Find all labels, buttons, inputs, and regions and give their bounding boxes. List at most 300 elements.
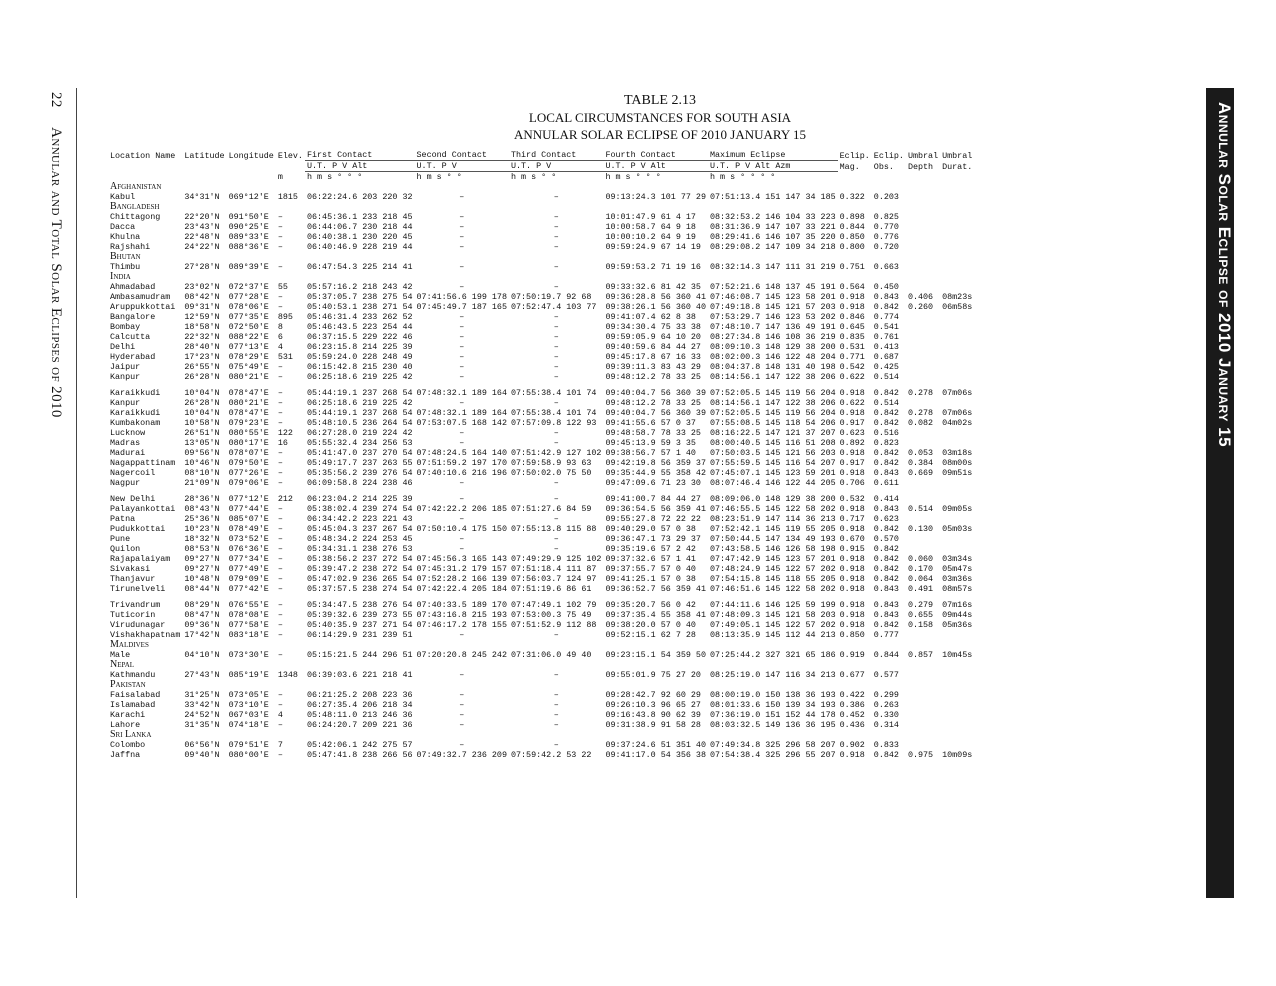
table-cell: – (553, 438, 559, 448)
table-cell: 0.532 (839, 494, 865, 504)
table-cell: 09:47:09.6 71 23 30 (605, 478, 701, 488)
table-row (108, 494, 974, 504)
table-cell: 22°48'N (184, 232, 220, 242)
table-cell (940, 352, 974, 362)
country-heading-row (108, 640, 974, 650)
table-row (108, 630, 974, 640)
table-cell (940, 670, 974, 680)
table-cell (906, 740, 940, 750)
table-row (108, 398, 974, 408)
table-cell: – (277, 362, 283, 372)
table-cell: 090°25'E (228, 222, 269, 232)
table-cell: 09:37:24.6 51 351 40 (605, 740, 706, 750)
table-cell: 0.842 (873, 524, 899, 534)
table-cell: 0.053 (907, 448, 934, 458)
table-row (108, 342, 974, 352)
table-cell: 08:16:22.5 147 121 37 207 (709, 428, 836, 438)
table-cell: 09:38:56.7 57 1 40 (605, 448, 696, 458)
table-cell: 06:40:38.1 230 220 45 (306, 232, 413, 242)
table-cell: 07:48:09.3 145 121 58 203 (709, 610, 836, 620)
table-cell: – (277, 448, 283, 458)
table-cell: Delhi (110, 342, 136, 352)
column-subheader: Obs. (873, 161, 894, 172)
country-heading: Pakistan (110, 679, 146, 690)
table-cell: – (459, 514, 465, 524)
table-cell: 05:39:47.2 238 272 54 (306, 564, 413, 574)
table-cell: 0.842 (873, 408, 899, 418)
column-units: h m s ° ° ° ° (709, 172, 776, 182)
table-cell: 06:47:54.3 225 214 41 (306, 262, 413, 272)
table-row (108, 554, 974, 564)
table-cell: 05:38:56.2 237 272 54 (306, 554, 413, 564)
table-cell (906, 690, 940, 700)
table-cell: 08°10'N (184, 468, 220, 478)
table-cell: – (459, 700, 465, 710)
table-cell: 09:36:54.5 56 359 41 (605, 504, 706, 514)
table-cell: – (277, 534, 283, 544)
table-cell: – (459, 222, 465, 232)
table-cell: Calcutta (110, 332, 151, 342)
table-cell: 08:09:06.0 148 129 38 200 (709, 494, 836, 504)
table-cell: 10m09s (942, 750, 973, 760)
table-cell: 0.717 (839, 514, 865, 524)
table-cell: 077°58'E (228, 620, 269, 630)
table-cell: 0.843 (873, 292, 899, 302)
table-cell: 075°49'E (228, 362, 269, 372)
table-cell: Faisalabad (110, 690, 161, 700)
table-cell: 05m47s (942, 564, 973, 574)
table-cell (940, 282, 974, 292)
table-cell: – (277, 750, 283, 760)
table-cell: 09m05s (942, 504, 973, 514)
table-row (108, 478, 974, 488)
table-cell (906, 710, 940, 720)
table-cell: – (553, 514, 559, 524)
table-cell: 077°34'E (228, 554, 269, 564)
table-row (108, 720, 974, 730)
table-cell: 10:01:47.9 61 4 17 (605, 212, 696, 222)
table-cell: 07:55:59.5 145 116 54 207 (709, 458, 836, 468)
table-cell: 05:40:53.1 238 271 54 (306, 302, 413, 312)
table-cell: 077°49'E (228, 564, 269, 574)
table-cell: 07:51:42.9 127 102 (510, 448, 602, 458)
table-cell: 0.774 (873, 312, 899, 322)
country-heading: India (110, 271, 131, 282)
table-cell: 09:55:01.9 75 27 20 (605, 670, 701, 680)
table-cell (906, 312, 940, 322)
table-cell: 0.918 (839, 610, 865, 620)
table-cell: 07:51:19.6 86 61 (510, 584, 592, 594)
table-cell: 09:36:28.8 56 360 41 (605, 292, 706, 302)
table-cell: 07:53:00.3 75 49 (510, 610, 592, 620)
table-cell: 09:41:55.6 57 0 37 (605, 418, 696, 428)
country-heading: Afghanistan (110, 181, 162, 192)
table-cell: 0.918 (839, 504, 865, 514)
table-row (108, 438, 974, 448)
table-cell: Colombo (110, 740, 146, 750)
table-cell: 09:41:00.7 84 44 27 (605, 494, 701, 504)
table-row (108, 514, 974, 524)
table-cell: Tuticorin (110, 610, 156, 620)
table-cell: 07:48:32.1 189 164 (416, 388, 507, 398)
table-cell: 07:42:22.2 206 185 (416, 504, 507, 514)
table-cell: – (459, 710, 465, 720)
table-cell: 076°36'E (228, 544, 269, 554)
country-heading-row (108, 730, 974, 740)
table-cell: 0.918 (839, 584, 865, 594)
table-cell: 05:34:31.1 238 276 53 (306, 544, 413, 554)
table-cell: – (459, 262, 465, 272)
table-cell (906, 212, 940, 222)
table-row (108, 418, 974, 428)
table-cell: 08:32:14.3 147 111 31 219 (709, 262, 836, 272)
table-cell: – (277, 372, 283, 382)
table-row (108, 670, 974, 680)
table-cell: – (553, 720, 559, 730)
table-cell: 079°50'E (228, 458, 269, 468)
country-heading-row (108, 660, 974, 670)
column-units: h m s ° ° ° (605, 172, 661, 182)
country-heading: Bhutan (110, 251, 141, 262)
table-cell: – (553, 740, 559, 750)
table-cell: Ambasamudram (110, 292, 171, 302)
table-cell: – (277, 302, 283, 312)
table-cell (940, 322, 974, 332)
table-cell: 0.531 (839, 342, 865, 352)
table-cell (906, 630, 940, 640)
table-cell: 08:03:32.5 149 136 36 195 (709, 720, 836, 730)
table-cell: 10:00:58.7 64 9 18 (605, 222, 696, 232)
table-cell: 0.422 (839, 690, 865, 700)
table-cell: 0.843 (873, 468, 899, 478)
table-cell: 05:47:41.8 238 266 56 (306, 750, 413, 760)
table-cell: – (459, 534, 465, 544)
country-heading-row (108, 680, 974, 690)
table-cell: Karaikkudi (110, 388, 161, 398)
table-row (108, 710, 974, 720)
table-cell: 077°44'E (228, 504, 269, 514)
table-cell: 0.918 (839, 302, 865, 312)
column-header: Eclip. (873, 150, 904, 161)
country-heading-row (108, 202, 974, 212)
table-cell: 05m03s (942, 524, 973, 534)
table-cell: 07:47:49.1 102 79 (510, 600, 597, 610)
table-cell: Kumbakonam (110, 418, 161, 428)
table-cell (940, 232, 974, 242)
table-cell: 07:52:47.4 103 77 (510, 302, 597, 312)
table-cell: Virudunagar (110, 620, 166, 630)
table-cell: – (277, 232, 283, 242)
table-cell: 0.491 (907, 584, 934, 594)
table-row (108, 388, 974, 398)
table-cell: – (277, 478, 283, 488)
table-cell (906, 322, 940, 332)
table-cell: 0.514 (873, 398, 899, 408)
table-cell: 085°19'E (228, 670, 269, 680)
table-row (108, 468, 974, 478)
table-cell: 08m57s (942, 584, 973, 594)
table-row (108, 232, 974, 242)
table-cell: – (553, 262, 559, 272)
table-cell: 0.687 (873, 352, 899, 362)
table-cell: 0.825 (873, 212, 899, 222)
column-units: h m s ° ° ° (306, 172, 363, 182)
column-header: Elev. (277, 150, 303, 161)
table-cell: 0.436 (839, 720, 865, 730)
table-cell: 09:23:15.1 54 359 50 (605, 650, 706, 660)
table-cell: 07:54:38.4 325 296 55 207 (709, 750, 836, 760)
table-cell: 09:28:42.7 92 60 29 (605, 690, 701, 700)
table-cell (906, 262, 940, 272)
table-cell: 0.842 (873, 554, 899, 564)
table-cell: 09:37:32.6 57 1 41 (605, 554, 696, 564)
table-cell (940, 342, 974, 352)
table-cell: 09°31'N (184, 302, 220, 312)
table-cell: 07:55:08.5 145 118 54 206 (709, 418, 836, 428)
table-cell: Ahmadabad (110, 282, 156, 292)
column-subheader (227, 161, 276, 172)
table-cell: 0.761 (873, 332, 899, 342)
table-cell: 08°42'N (184, 292, 220, 302)
column-subheader: U.T. P V (415, 161, 509, 172)
table-cell: – (553, 222, 559, 232)
table-cell: Karaikkudi (110, 408, 161, 418)
table-cell: 077°35'E (228, 312, 269, 322)
table-row (108, 352, 974, 362)
table-cell: – (459, 232, 465, 242)
table-cell (906, 192, 940, 202)
country-heading: Bangladesh (110, 201, 160, 212)
table-cell: 27°43'N (184, 670, 220, 680)
table-cell: 07:45:49.7 187 165 (416, 302, 507, 312)
table-cell: 0.918 (839, 600, 865, 610)
table-cell: 0.564 (839, 282, 865, 292)
table-cell: 07:49:29.9 125 102 (510, 554, 602, 564)
table-cell: 0.751 (839, 262, 865, 272)
country-heading: Sri Lanka (110, 729, 152, 740)
table-cell: 0.918 (839, 620, 865, 630)
table-cell (940, 428, 974, 438)
table-cell: 078°47'E (228, 408, 269, 418)
table-cell: 06:34:42.2 223 221 43 (306, 514, 413, 524)
table-cell: 05:55:32.4 234 256 53 (306, 438, 413, 448)
table-cell: 212 (277, 494, 293, 504)
table-cell: 05:48:10.5 236 264 54 (306, 418, 413, 428)
table-cell: 08°29'N (184, 600, 220, 610)
table-cell (940, 192, 974, 202)
table-cell: – (277, 584, 283, 594)
table-cell: 08°53'N (184, 544, 220, 554)
table-cell (940, 494, 974, 504)
table-cell: 23°02'N (184, 282, 220, 292)
table-cell: – (553, 322, 559, 332)
table-cell: 09:16:43.8 90 62 39 (605, 710, 701, 720)
table-cell: 077°28'E (228, 292, 269, 302)
table-cell: 077°26'E (228, 468, 269, 478)
table-cell: 07:51:59.2 197 170 (416, 458, 507, 468)
table-cell: 03m36s (942, 574, 973, 584)
table-cell (940, 534, 974, 544)
table-cell: 07:40:33.5 189 170 (416, 600, 507, 610)
table-cell: 07:44:11.6 146 125 59 199 (709, 600, 836, 610)
column-units (906, 172, 940, 183)
table-row (108, 242, 974, 252)
table-cell: 0.844 (873, 650, 899, 660)
table-cell (940, 372, 974, 382)
table-cell: 07:47:42.9 145 123 57 201 (709, 554, 836, 564)
table-number: TABLE 2.13 (624, 93, 696, 108)
table-cell: – (277, 468, 283, 478)
table-cell: – (553, 544, 559, 554)
table-cell: 06°56'N (184, 740, 220, 750)
table-cell: 073°30'E (228, 650, 269, 660)
table-cell (940, 690, 974, 700)
table-cell: 0.898 (839, 212, 865, 222)
table-cell: 0.843 (873, 610, 899, 620)
table-cell: 09:35:19.6 57 2 42 (605, 544, 696, 554)
table-cell: 23°43'N (184, 222, 220, 232)
table-cell: – (277, 690, 283, 700)
table-cell: 26°55'N (184, 362, 220, 372)
table-cell: 0.842 (873, 418, 899, 428)
table-cell: 18°32'N (184, 534, 220, 544)
running-title: Annular and Total Solar Eclipses of 2010 (48, 127, 64, 418)
table-cell: 26°51'N (184, 428, 220, 438)
table-cell: – (277, 292, 283, 302)
table-cell: 0.918 (839, 448, 865, 458)
table-cell: 34°31'N (184, 192, 220, 202)
table-cell: Tirunelveli (110, 584, 166, 594)
table-cell: 07:20:20.8 245 242 (416, 650, 507, 660)
table-cell: 03m34s (942, 554, 973, 564)
table-cell: 09:35:20.7 56 0 42 (605, 600, 696, 610)
table-cell: 09:13:24.3 101 77 29 (605, 192, 706, 202)
table-cell: 0.260 (907, 302, 934, 312)
table-cell: Quilon (110, 544, 141, 554)
table-cell: Nagpur (110, 478, 141, 488)
table-cell: 0.130 (907, 524, 934, 534)
table-cell: – (553, 710, 559, 720)
table-cell: Thimbu (110, 262, 141, 272)
table-cell: 06:22:24.6 203 220 32 (306, 192, 413, 202)
table-row (108, 504, 974, 514)
table-cell (906, 534, 940, 544)
table-row (108, 428, 974, 438)
table-cell: – (277, 242, 283, 252)
table-title (400, 92, 920, 143)
table-cell: 091°50'E (228, 212, 269, 222)
table-cell: 06:21:25.2 208 223 36 (306, 690, 413, 700)
table-cell: 0.611 (873, 478, 899, 488)
table-cell: 10:00:10.2 64 9 19 (605, 232, 696, 242)
table-cell: 28°40'N (184, 342, 220, 352)
table-cell: 089°39'E (228, 262, 269, 272)
table-cell: 07:57:09.8 122 93 (510, 418, 597, 428)
table-body (108, 182, 974, 760)
column-subheader: U.T. P V (509, 161, 603, 172)
table-cell: 06:44:06.7 230 218 44 (306, 222, 413, 232)
table-cell: 07:49:05.1 145 122 57 202 (709, 620, 836, 630)
table-cell: 05:49:17.7 237 263 55 (306, 458, 413, 468)
table-cell: – (277, 700, 283, 710)
table-cell: 06m58s (942, 302, 973, 312)
table-cell: Kanpur (110, 372, 141, 382)
table-cell: 09:40:04.7 56 360 39 (605, 408, 706, 418)
table-cell: 0.384 (907, 458, 934, 468)
table-cell: – (459, 428, 465, 438)
table-cell: 0.892 (839, 438, 865, 448)
table-cell: 31°25'N (184, 690, 220, 700)
table-cell: 09:41:25.1 57 0 38 (605, 574, 696, 584)
table-cell: 07m06s (942, 388, 973, 398)
table-cell: – (553, 362, 559, 372)
table-cell (940, 478, 974, 488)
table-cell (940, 710, 974, 720)
table-cell: 05:41:47.0 237 270 54 (306, 448, 413, 458)
table-cell: – (553, 398, 559, 408)
table-cell (906, 514, 940, 524)
table-cell: 09:45:13.9 59 3 35 (605, 438, 696, 448)
table-cell: – (553, 242, 559, 252)
table-cell: 04°10'N (184, 650, 220, 660)
chapter-tab (1206, 88, 1234, 898)
table-cell (940, 438, 974, 448)
column-header: Location Name (110, 150, 176, 161)
table-cell: 06:25:18.6 219 225 42 (306, 372, 413, 382)
table-cell: 07:46:17.2 178 155 (416, 620, 507, 630)
table-cell (940, 312, 974, 322)
table-cell: 07m16s (942, 600, 973, 610)
country-heading-row (108, 252, 974, 262)
table-cell: 074°18'E (228, 720, 269, 730)
table-row (108, 700, 974, 710)
table-cell: – (553, 700, 559, 710)
table-cell: 07:52:21.6 148 137 45 191 (709, 282, 836, 292)
table-cell: Bombay (110, 322, 141, 332)
table-cell: 07:51:52.9 112 88 (510, 620, 597, 630)
table-cell: Islamabad (110, 700, 156, 710)
table-cell: 07:48:24.5 164 140 (416, 448, 507, 458)
table-cell: 0.823 (873, 438, 899, 448)
chapter-tab-title: Annular Solar Eclipse of 2010 January 15 (1215, 102, 1234, 448)
table-row (108, 292, 974, 302)
table-cell: 08:13:35.9 145 112 44 213 (709, 630, 836, 640)
table-row (108, 262, 974, 272)
table-cell: – (553, 690, 559, 700)
table-cell: – (553, 534, 559, 544)
table-cell: 09:37:35.4 55 358 41 (605, 610, 706, 620)
table-cell: 078°49'E (228, 524, 269, 534)
table-cell: 080°21'E (228, 398, 269, 408)
table-cell: 0.842 (873, 458, 899, 468)
table-cell: 0.158 (907, 620, 934, 630)
table-cell: – (277, 554, 283, 564)
table-row (108, 212, 974, 222)
table-subtitle: LOCAL CIRCUMSTANCES FOR SOUTH ASIA (528, 110, 792, 125)
table-cell: 0.314 (873, 720, 899, 730)
table-cell (940, 362, 974, 372)
table-cell: 07:36:19.0 151 152 44 178 (709, 710, 836, 720)
table-cell (906, 494, 940, 504)
table-cell: 078°29'E (228, 352, 269, 362)
table-cell: – (553, 372, 559, 382)
table-cell: Male (110, 650, 131, 660)
table-row (108, 322, 974, 332)
table-cell: 09°56'N (184, 448, 220, 458)
table-cell: Patna (110, 514, 136, 524)
table-cell: 0.452 (839, 710, 865, 720)
table-cell: 07:45:31.2 179 157 (416, 564, 507, 574)
